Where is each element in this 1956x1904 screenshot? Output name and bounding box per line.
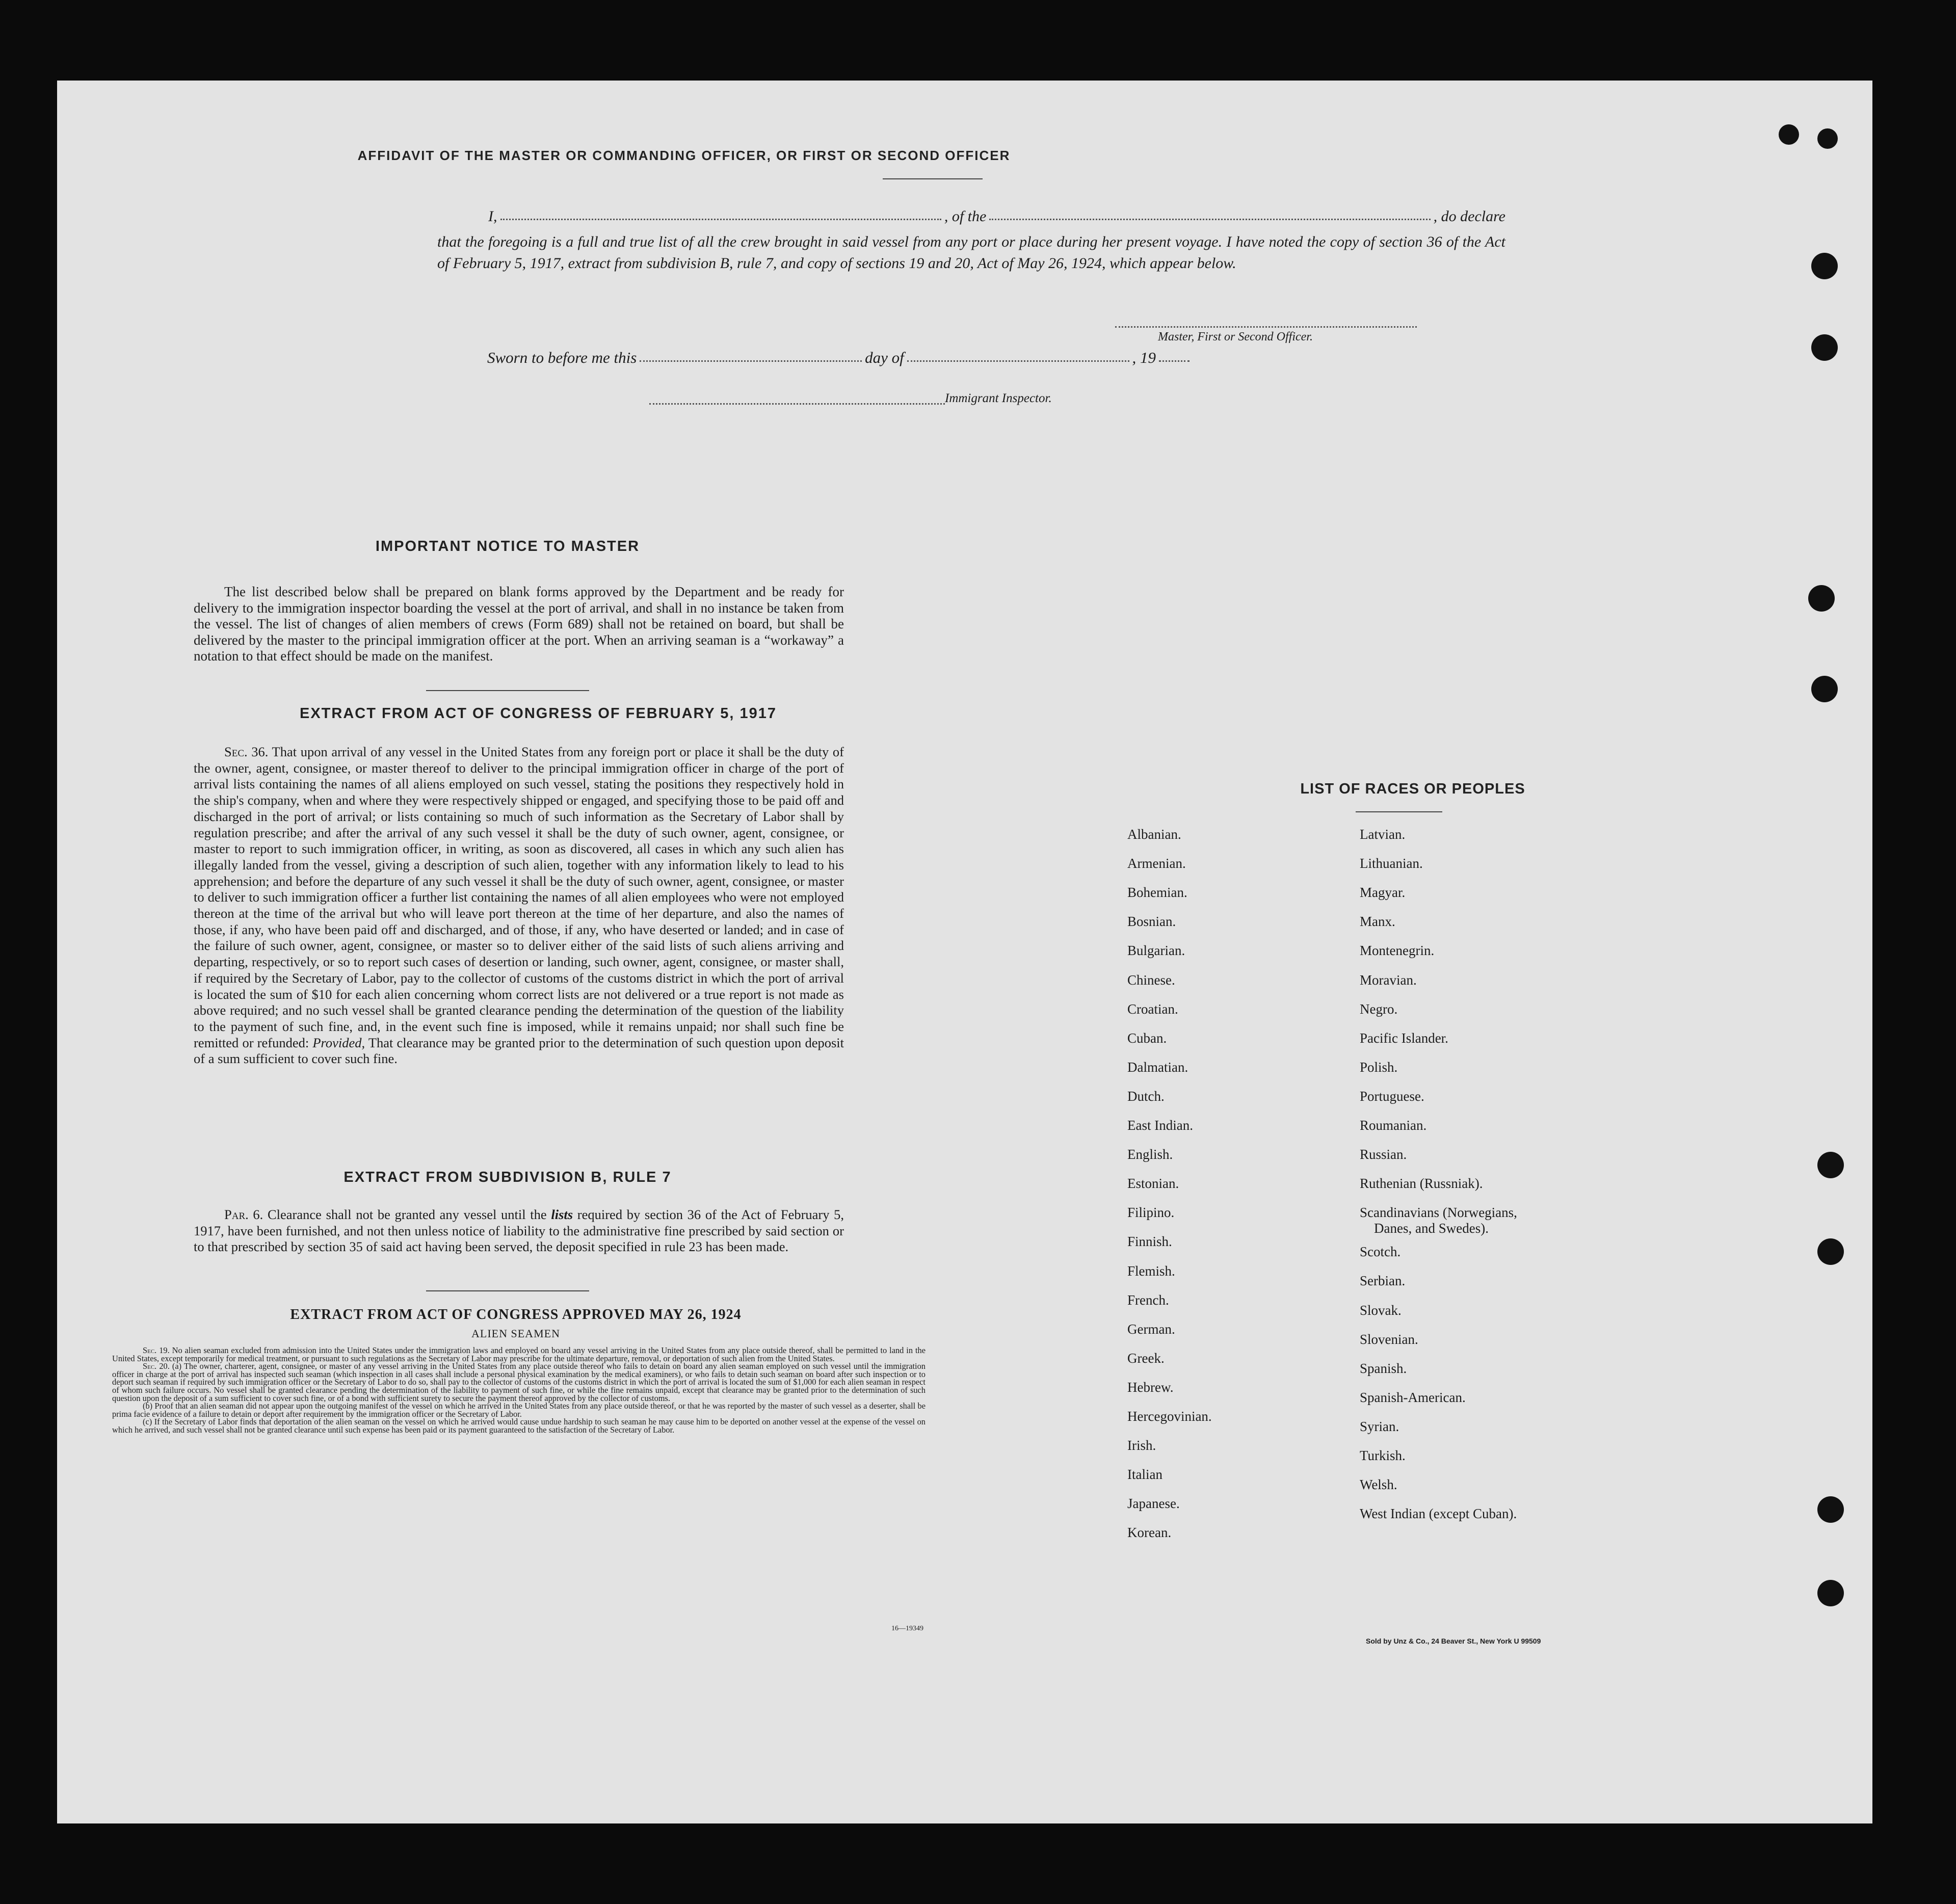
master-signature-line[interactable] bbox=[1115, 326, 1417, 328]
binder-hole bbox=[1817, 1152, 1844, 1178]
race-item: Japanese. bbox=[1127, 1496, 1180, 1512]
sworn-label: Sworn to before me this bbox=[487, 349, 637, 366]
vessel-blank[interactable] bbox=[989, 219, 1430, 220]
race-item: Scotch. bbox=[1360, 1244, 1401, 1260]
provided-word: Provided, bbox=[312, 1035, 365, 1050]
race-item: Italian bbox=[1127, 1467, 1162, 1483]
affidavit-title: AFFIDAVIT OF THE MASTER OR COMMANDING OFFICER, OR FIRST OR SECOND OFFICER bbox=[357, 148, 1011, 163]
race-item: Portuguese. bbox=[1360, 1088, 1424, 1104]
form-number: 16—19349 bbox=[891, 1625, 923, 1632]
affidavit-body: that the foregoing is a full and true list of all the crew brought in said vessel from any port or place during her present voyage. I have noted the copy of section 36 of the Act of February 5, 1917, extract from subdivision B, rule 7, and copy of sections 19 and 20, Act of May 26, 1924, which appear below. bbox=[437, 233, 1505, 272]
race-item: East Indian. bbox=[1127, 1118, 1193, 1133]
sec-20a bbox=[112, 1362, 926, 1402]
race-item: Montenegrin. bbox=[1360, 943, 1435, 959]
do-declare-label: , do declare bbox=[1433, 208, 1505, 225]
race-item: Chinese. bbox=[1127, 972, 1175, 988]
rule7-body bbox=[194, 1207, 844, 1255]
sec-36-text: That upon arrival of any vessel in the United States from any foreign port or place it shall be the duty of the owner, agent, consignee, or master thereof to deliver to the principal immigration officer in charge of the port of arrival lists containing the names of all aliens employed on such vessel, stating the positions they respectively hold in the ship's company, when and where they were respectively shipped or engaged, and specifying those to be paid off and discharged in the port of arrival; or lists containing so much of such information as the Secretary of Labor shall by regulation prescribe; and after the arrival of any such vessel it shall be the duty of such owner, agent, consignee, or master to report to such immigration officer, in writing, as soon as discovered, all cases in which any such alien has illegally landed from the vessel, giving a description of such alien, together with any information likely to lead to his apprehension; and before the departure of any such vessel it shall be the duty of such owner, agent, consignee, or master to deliver to such immigration officer a further list containing the names of all alien employees who were not employed thereon at the time of the arrival but who will leave port thereon at the time of her departure, and also the names of those, if any, who have been paid off and discharged, and of those, if any, who have deserted or landed; and in case of the failure of such owner, agent, consignee, or master so to deliver either of the said lists of such aliens arriving and departing, respectively, or so to report such cases of desertion or landing, such owner, agent, consignee, or master shall, if required by the Secretary of Labor, pay to the collector of customs of the customs district in which the port of arrival is located the sum of $10 for each alien concerning whom correct lists are not delivered or a true report is not made as above required; and no such vessel shall be granted clearance pending the determination of the question of the liability to the payment of such fine, and, in the event such fine is imposed, while it remains unpaid; nor shall such fine be remitted or refunded: bbox=[194, 744, 844, 1050]
sec-19-text: No alien seaman excluded from admission into the United States under the immigration laws and employed on board any vessel arriving in the United States from any place outside thereof, shall be permitted to land in the United States, except temporarily for medical treatment, or pursuant to such regulations as the Secretary of Labor may prescribe for the ultimate departure, removal, or deportation of such alien from the United States. bbox=[112, 1345, 926, 1363]
sec-36-label: Sec. 36. bbox=[224, 744, 269, 759]
binder-hole bbox=[1817, 128, 1838, 149]
race-item: Armenian. bbox=[1127, 856, 1186, 871]
race-item: Danes, and Swedes). bbox=[1374, 1221, 1489, 1236]
day-of-label: day of bbox=[865, 349, 904, 366]
race-item: Welsh. bbox=[1360, 1477, 1397, 1493]
lists-word: lists bbox=[551, 1207, 573, 1222]
title-rule bbox=[883, 178, 983, 179]
race-item: Finnish. bbox=[1127, 1234, 1172, 1250]
rule7-text-a: Clearance shall not be granted any vessel until the bbox=[268, 1207, 547, 1222]
name-blank[interactable] bbox=[500, 219, 941, 220]
race-item: Moravian. bbox=[1360, 972, 1417, 988]
race-item: Scandinavians (Norwegians, bbox=[1360, 1205, 1517, 1221]
race-item: Dutch. bbox=[1127, 1088, 1165, 1104]
inspector-signature-line[interactable] bbox=[649, 403, 945, 405]
month-blank[interactable] bbox=[907, 360, 1129, 362]
extract-1924-body bbox=[112, 1346, 926, 1434]
race-item: Filipino. bbox=[1127, 1205, 1175, 1221]
race-item: Bosnian. bbox=[1127, 914, 1176, 930]
race-item: Greek. bbox=[1127, 1350, 1165, 1366]
race-item: Polish. bbox=[1360, 1059, 1398, 1075]
race-item: Flemish. bbox=[1127, 1263, 1175, 1279]
of-the-label: , of the bbox=[944, 208, 987, 225]
extract-1917-body bbox=[194, 744, 844, 1067]
race-item: Irish. bbox=[1127, 1438, 1156, 1453]
sold-by-imprint: Sold by Unz & Co., 24 Beaver St., New York U 99509 bbox=[1366, 1637, 1541, 1645]
race-item: Hebrew. bbox=[1127, 1379, 1174, 1395]
binder-hole bbox=[1817, 1580, 1844, 1606]
document-page bbox=[57, 81, 1872, 1823]
extract-1917-title: EXTRACT FROM ACT OF CONGRESS OF FEBRUARY 5, 1917 bbox=[299, 705, 777, 722]
race-item: Slovak. bbox=[1360, 1302, 1402, 1318]
race-item: Russian. bbox=[1360, 1147, 1407, 1162]
race-item: Dalmatian. bbox=[1127, 1059, 1188, 1075]
race-item: French. bbox=[1127, 1292, 1169, 1308]
race-item: Negro. bbox=[1360, 1001, 1398, 1017]
binder-hole bbox=[1817, 1496, 1844, 1523]
race-item: Ruthenian (Russniak). bbox=[1360, 1176, 1483, 1192]
inspector-label: Immigrant Inspector. bbox=[945, 391, 1052, 405]
extract-1924-title: EXTRACT FROM ACT OF CONGRESS APPROVED MAY 26, 1924 bbox=[290, 1307, 742, 1323]
binder-hole bbox=[1811, 253, 1838, 279]
sec-20c: (c) If the Secretary of Labor finds that deportation of the alien seaman on the vessel on which he arrived would cause undue hardship to such seaman he may cause him to be deported on another vessel at the expense of the vessel on which he arrived, and such vessel shall not be granted clearance until such expense has been paid or its payment guaranteed to the satisfaction of the Secretary of Labor. bbox=[112, 1417, 926, 1435]
rule7-text-b: required by section 36 of the Act of February 5, 1917, have been furnished, and not then unless notice of liability to the administrative fine prescribed by said section or to that prescribed by section 35 of said act having been served, the deposit specified in rule 23 has been made. bbox=[194, 1207, 844, 1254]
notice-body: The list described below shall be prepared on blank forms approved by the Department and be ready for delivery to the immigration inspector boarding the vessel at the port of arrival, and shall in no instance be taken from the vessel. The list of changes of alien members of crews (Form 689) shall not be retained on board, but shall be delivered by the master to the principal immigration officer at the port. When an arriving seaman is a “workaway” a notation to that effect should be made on the manifest. bbox=[194, 584, 844, 664]
day-blank[interactable] bbox=[640, 360, 862, 362]
master-label: Master, First or Second Officer. bbox=[1158, 330, 1313, 343]
section-rule bbox=[426, 690, 589, 691]
race-item: Korean. bbox=[1127, 1525, 1172, 1541]
par-6-label: Par. 6. bbox=[224, 1207, 263, 1222]
sworn-line bbox=[487, 349, 1193, 367]
sec-19-label: Sec. 19. bbox=[143, 1345, 170, 1355]
race-item: West Indian (except Cuban). bbox=[1360, 1506, 1517, 1522]
race-item: Serbian. bbox=[1360, 1273, 1406, 1289]
race-item: English. bbox=[1127, 1147, 1173, 1162]
i-label: I, bbox=[488, 208, 497, 225]
sec-20a-text: (a) The owner, charterer, agent, consignee, or master of any vessel arriving in the United States from any place outside thereof who fails to detain on board any alien seaman employed on such vessel until the immigration officer in charge at the port of arrival has inspected such seaman (which inspection in all cases shall include a personal physical examination by the medical examiners), or who fails to detain such seaman on board after such inspection or to deport such seaman if required by such immigration officer or the Secretary of Labor to do so, shall pay to the collector of customs of the customs district in which the port of arrival is located the sum of $1,000 for each alien seaman in respect of whom such failure occurs. No vessel shall be granted clearance pending the determination of the liability to payment of such fine, or while the fine remains unpaid, except that clearance may be granted prior to the determination of such question upon the deposit of a sum sufficient to cover such fine, or of a bond with sufficient surety to secure the payment thereof approved by the collector of customs. bbox=[112, 1361, 926, 1403]
sec-20-label: Sec. 20. bbox=[143, 1361, 170, 1371]
sec-19 bbox=[112, 1346, 926, 1362]
race-item: Cuban. bbox=[1127, 1030, 1167, 1046]
race-item: German. bbox=[1127, 1321, 1175, 1337]
race-item: Albanian. bbox=[1127, 827, 1181, 842]
race-item: Croatian. bbox=[1127, 1001, 1178, 1017]
binder-hole bbox=[1811, 676, 1838, 702]
race-item: Magyar. bbox=[1360, 885, 1406, 901]
binder-hole bbox=[1808, 585, 1835, 612]
race-item: Estonian. bbox=[1127, 1176, 1179, 1192]
race-item: Hercegovinian. bbox=[1127, 1409, 1212, 1424]
race-item: Slovenian. bbox=[1360, 1331, 1418, 1347]
race-item: Latvian. bbox=[1360, 827, 1406, 842]
year-label: , 19 bbox=[1132, 349, 1156, 366]
year-blank[interactable] bbox=[1159, 360, 1190, 362]
race-item: Turkish. bbox=[1360, 1448, 1406, 1463]
binder-hole bbox=[1811, 334, 1838, 361]
race-item: Pacific Islander. bbox=[1360, 1030, 1448, 1046]
race-item: Manx. bbox=[1360, 914, 1395, 930]
binder-hole bbox=[1779, 124, 1799, 145]
race-item: Spanish-American. bbox=[1360, 1389, 1466, 1405]
binder-hole bbox=[1817, 1238, 1844, 1265]
race-item: Bulgarian. bbox=[1127, 943, 1185, 959]
races-rule bbox=[1356, 811, 1442, 812]
race-item: Roumanian. bbox=[1360, 1118, 1427, 1133]
races-title: LIST OF RACES OR PEOPLES bbox=[1300, 781, 1525, 797]
rule7-title: EXTRACT FROM SUBDIVISION B, RULE 7 bbox=[343, 1169, 672, 1185]
extract-1924-subtitle: ALIEN SEAMEN bbox=[471, 1327, 560, 1340]
sec-36-end: That clearance may be granted prior to the determination of such question upon deposit of a sum sufficient to cover such fine. bbox=[194, 1035, 844, 1067]
race-item: Bohemian. bbox=[1127, 885, 1187, 901]
race-item: Syrian. bbox=[1360, 1418, 1399, 1434]
section-rule bbox=[426, 1290, 589, 1291]
race-item: Lithuanian. bbox=[1360, 856, 1423, 871]
sec-20b: (b) Proof that an alien seaman did not appear upon the outgoing manifest of the vessel on which he arrived in the United States from any place outside thereof, or that he was reported by the master of such vessel as a deserter, shall be prima facie evidence of a failure to detain or deport after requirement by the immigration officer or the Secretary of Labor. bbox=[112, 1401, 926, 1419]
notice-title: IMPORTANT NOTICE TO MASTER bbox=[375, 538, 640, 554]
race-item: Spanish. bbox=[1360, 1360, 1407, 1376]
affidavit-declaration-line bbox=[488, 208, 1505, 225]
